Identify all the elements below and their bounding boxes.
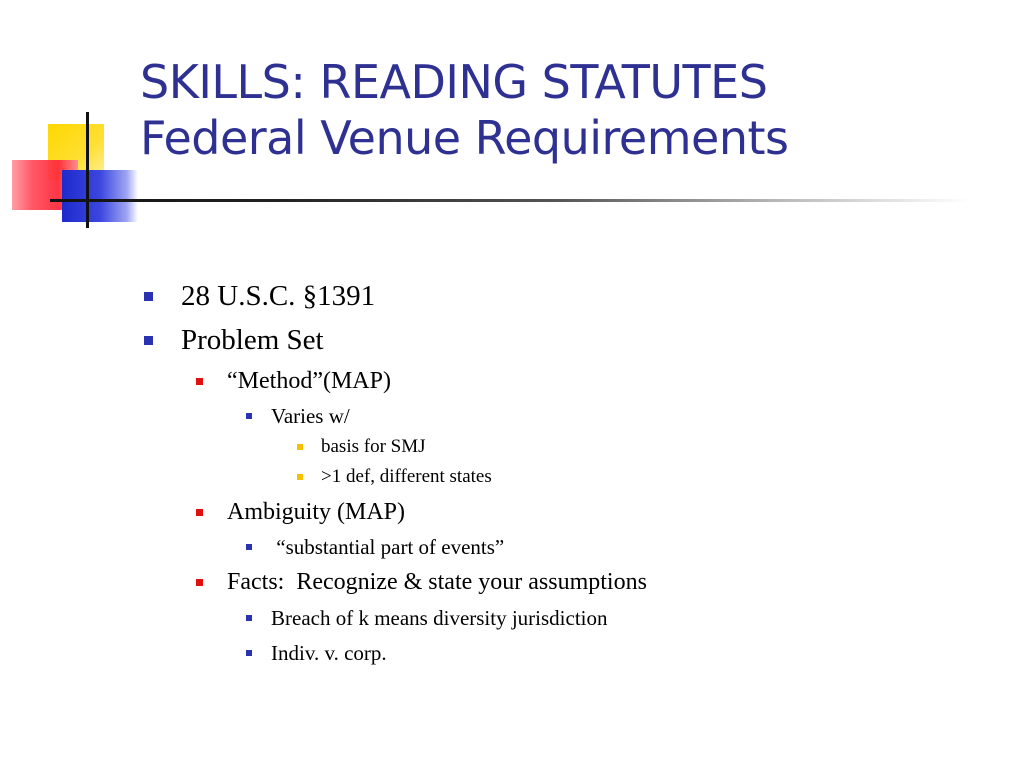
list-item-text: 28 U.S.C. §1391 xyxy=(181,279,376,312)
list-item xyxy=(196,566,647,598)
square-bullet-icon xyxy=(196,579,203,586)
square-bullet-icon xyxy=(144,336,153,345)
list-item-text: >1 def, different states xyxy=(321,466,492,487)
square-bullet-icon xyxy=(144,292,153,301)
list-item xyxy=(196,365,391,397)
list-item xyxy=(196,496,405,528)
square-bullet-icon xyxy=(246,650,252,656)
list-item xyxy=(144,276,375,316)
title-line-1: SKILLS: READING STATUTES xyxy=(140,55,768,109)
list-item-text: basis for SMJ xyxy=(321,436,426,457)
list-item-text: Facts: Recognize & state your assumptions xyxy=(227,568,647,595)
list-item xyxy=(246,639,387,667)
title-line-2: Federal Venue Requirements xyxy=(140,111,789,165)
square-bullet-icon xyxy=(246,413,252,419)
list-item xyxy=(246,402,350,430)
list-item-text: Problem Set xyxy=(181,323,324,356)
list-item-text: Indiv. v. corp. xyxy=(271,640,387,665)
list-item-text: “substantial part of events” xyxy=(271,534,505,559)
list-item-text: Varies w/ xyxy=(271,403,350,428)
list-item-text: Breach of k means diversity jurisdiction xyxy=(271,605,608,630)
list-item xyxy=(144,320,324,360)
square-bullet-icon xyxy=(196,509,203,516)
list-item xyxy=(297,434,426,460)
list-item-text: Ambiguity (MAP) xyxy=(227,498,406,525)
square-bullet-icon xyxy=(297,444,303,450)
list-item-text: “Method”(MAP) xyxy=(227,367,391,394)
list-item xyxy=(246,604,608,632)
square-bullet-icon xyxy=(246,615,252,621)
square-bullet-icon xyxy=(196,378,203,385)
square-bullet-icon xyxy=(246,544,252,550)
list-item xyxy=(246,533,504,561)
list-item xyxy=(297,464,492,490)
square-bullet-icon xyxy=(297,474,303,480)
